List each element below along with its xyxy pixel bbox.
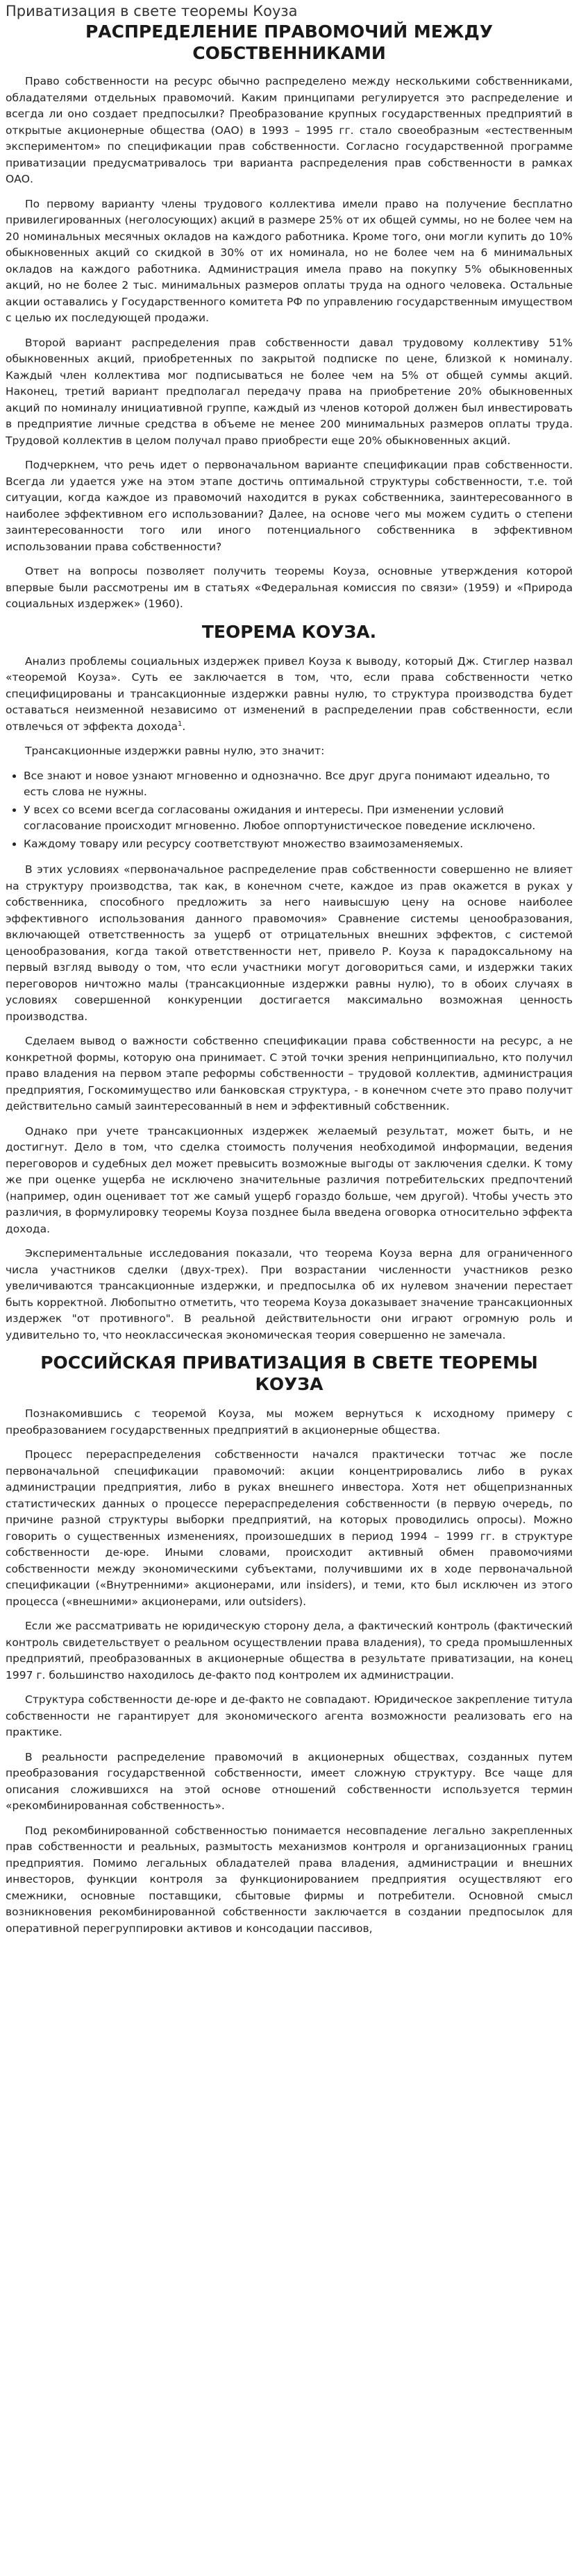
list-item: • У всех со всеми всегда согласованы ожидания и интересы. При изменении условий согласование происходит мгновенно. Любое оппортунистическое поведение исключено. xyxy=(24,802,573,835)
list-intro: Трансакционные издержки равны нулю, это значит: xyxy=(25,745,325,757)
paragraph: Структура собственности де-юре и де-факто не совпадают. Юридическое закрепление титула собственности не гарантирует для экономического агента возможности реализовать его на практике. xyxy=(6,1693,573,1738)
footnote-marker[interactable]: 1 xyxy=(178,720,183,728)
paragraph: Познакомившись с теоремой Коуза, мы можем вернуться к исходному примеру с преобразованием государственных предприятий в акционерные общества. xyxy=(6,1407,573,1437)
paragraph: Второй вариант распределения прав собственности давал трудовому коллективу 51% обыкновенных акций, приобретенных по закрытой подписке по цене, близкой к номиналу. Каждый член коллектива мог подписываться не более чем на 5% от общей суммы акций. Наконец, третий вариант предполагал передачу права на приобретение 20% обыкновенных акций по номиналу инициативной группе, каждый из членов которой должен был инвестировать в предприятие личные средства в объеме не менее 200 минимальных размеров оплаты труда. Трудовой коллектив в целом получал право приобрести еще 20% обыкновенных акций. xyxy=(6,336,573,447)
paragraph: Процесс перераспределения собственности начался практически тотчас же после первоначальной спецификации правомочий: акции концентрировались либо в руках администрации предприятия, либо в руках внешнего инвестора. Хотя нет общепризнанных статистических данных о процессе перераспределения собственности (в первую очередь, по причине разной структуры выборки предприятий, на которых проводились опросы). Можно говорить о существенных изменениях, произошедших в период 1994 – 1999 гг. в структуре собственности де-юре. Иными словами, происходит активный обмен правомочиями собственности между экономическими субъектами, получившими их в ходе первоначальной спецификации («Внутренними» акционерами, или insiders), и теми, кто был исключен из этого процесса («внешними» акционерами, или outsiders). xyxy=(6,1448,573,1608)
paragraph: Под рекомбинированной собственностью понимается несовпадение легально закрепленных прав собственности и реальных, размытость механизмов контроля и организационных границ предприятия. Помимо легальных обладателей права владения, администрации и внешних инвесторов, функции контроля за функционированием предприятия осуществляют его смежники, основные поставщики, сбытовые фирмы и потребители. Основной смысл возникновения рекомбинированной собственности заключается в создании предпосылок для оперативной перегруппировки активов и консодации пассивов, xyxy=(6,1824,573,1935)
paragraph: Однако при учете трансакционных издержек желаемый результат, может быть, и не достигнут. Дело в том, что сделка стоимость получения необходимой информации, ведения переговоров и судебных дел может превысить возможные выгоды от заключения сделки. К тому же при оценке ущерба не исключено значительные различия потребительских предпочтений (например, один оценивает тот же самый ущерб гораздо больше, чем другой). Чтобы учесть это различия, в формулировку теоремы Коуза позднее была введена оговорка относительно эффекта дохода. xyxy=(6,1124,573,1235)
paragraph: Экспериментальные исследования показали, что теорема Коуза верна для ограниченного числа участников сделки (двух-трех). При возрастании численности участников резко увеличиваются трансакционные издержки, и предпосылка об их нулевом значении перестает быть корректной. Любопытно отметить, что теорема Коуза доказывает значение трансакционных издержек "от противного". В реальной действительности они играют огромную роль и удивительно то, что неоклассическая экономическая теория совершенно не замечала. xyxy=(6,1247,573,1341)
paragraph-text: Анализ проблемы социальных издержек привел Коуза к выводу, который Дж. Стиглер назвал «теоремой Коуза». Суть ее заключается в том, что, если права собственности четко специфицированы и трансакционные издержки равны нулю, то структура производства будет оставаться неизменной независимо от изменений в распределении прав собственности, если отвлечься от эффекта дохода xyxy=(6,654,573,733)
paragraph: Ответ на вопросы позволяет получить теоремы Коуза, основные утверждения которой впервые были рассмотрены им в статьях «Федеральная комиссия по связи» (1959) и «Природа социальных издержек» (1960). xyxy=(6,565,573,610)
paragraph: Сделаем вывод о важности собственно спецификации права собственности на ресурс, а не конкретной формы, которую она принимает. С этой точки зрения непринципиально, кто получил право владения на первом этапе реформы собственности – трудовой коллектив, администрация предприятия, Госкомимущество или банковская структура, - в конечном счете это право получит действительно самый заинтересованный в нем и эффективный собственник. xyxy=(6,1035,573,1112)
paragraph xyxy=(6,654,573,736)
paragraph: Подчеркнем, что речь идет о первоначальном варианте спецификации прав собственности. Всегда ли удается уже на этом этапе достичь оптимальной структуры собственности, т.е. той ситуации, когда каждое из правомочий находится в руках собственника, заинтересованного в наиболее эффективном его использовании? Далее, на основе чего мы можем судить о степени заинтересованности того или иного потенциального собственника в эффективном использовании права собственности? xyxy=(6,459,573,553)
paragraph: Если же рассматривать не юридическую сторону дела, а фактический контроль (фактический контроль свидетельствует о реальном осуществлении права владения), то среда промышленных предприятий, преобразованных в акционерные общества в результате приватизации, на конец 1997 г. большинство находилось де-факто под контролем их администрации. xyxy=(6,1620,573,1681)
bullet-list xyxy=(6,768,573,853)
page-header-title: Приватизация в свете теоремы Коуза xyxy=(6,3,298,19)
list-item: • Каждому товару или ресурсу соответствуют множество взаимозаменяемых. xyxy=(24,836,573,853)
paragraph: В реальности распределение правомочий в акционерных обществах, созданных путем преобразования государственной собственности, имеет сложную структуру. Все чаще для описания сложившихся на этой основе отношений собственности используется термин «рекомбинированная собственность». xyxy=(6,1750,573,1812)
list-item: • Все знают и новое узнают мгновенно и однозначно. Все друг друга понимают идеально, то есть слова не нужны. xyxy=(24,768,573,801)
section-heading-coase-theorem: ТЕОРЕМА КОУЗА. xyxy=(201,621,377,642)
paragraph-end: . xyxy=(182,720,186,733)
section-heading-russian-privatization: РОССИЙСКАЯ ПРИВАТИЗАЦИЯ В СВЕТЕ ТЕОРЕМЫ КОУЗА xyxy=(40,1353,538,1394)
paragraph: В этих условиях «первоначальное распределение прав собственности совершенно не влияет на структуру производства, так как, в конечном счете, каждое из прав окажется в руках у собственника, способного предложить за него наивысшую цену на основе наиболее эффективного использования данного правомочия» Сравнение системы ценообразования, включающей ответственность за ущерб от отрицательных внешних эффектов, с системой ценообразования, когда такой ответственности нет, привело Р. Коуза к парадоксальному на первый взгляд выводу о том, что если участники могут договориться сами, и издержки таких переговоров ничтожно малы (трансакционные издержки равны нулю), то в обоих случаях в условиях совершенной конкуренции достигается максимально возможная ценность производства. xyxy=(6,863,573,1023)
paragraph: По первому варианту члены трудового коллектива имели право на получение бесплатно привилегированных (неголосующих) акций в размере 25% от их общей суммы, но не более чем на 20 номинальных месячных окладов на каждого работника. Кроме того, они могли купить до 10% обыкновенных акций со скидкой в 30% от их номинала, но не более чем на 6 минимальных окладов на каждого работника. Администрация имела право на покупку 5% обыкновенных акций, но не более 2 тыс. минимальных размеров оплаты труда на одного человека. Остальные акции оставались у Государственного комитета РФ по управлению государственным имуществом с целью их последующей продажи. xyxy=(6,197,573,324)
paragraph: Право собственности на ресурс обычно распределено между несколькими собственниками, обладателями отдельных правомочий. Каким принципами регулируется это распределение и всегда ли оно создает предпосылки? Преобразование крупных государственных предприятий в открытые акционерные общества (ОАО) в 1993 – 1995 гг. стало своеобразным «естественным экспериментом» по спецификации прав собственности. Согласно государственной программе приватизации предусматривалось три варианта распределения прав собственности в рамках ОАО. xyxy=(6,75,573,185)
main-heading: РАСПРЕДЕЛЕНИЕ ПРАВОМОЧИЙ МЕЖДУ СОБСТВЕННИКАМИ xyxy=(85,22,494,63)
